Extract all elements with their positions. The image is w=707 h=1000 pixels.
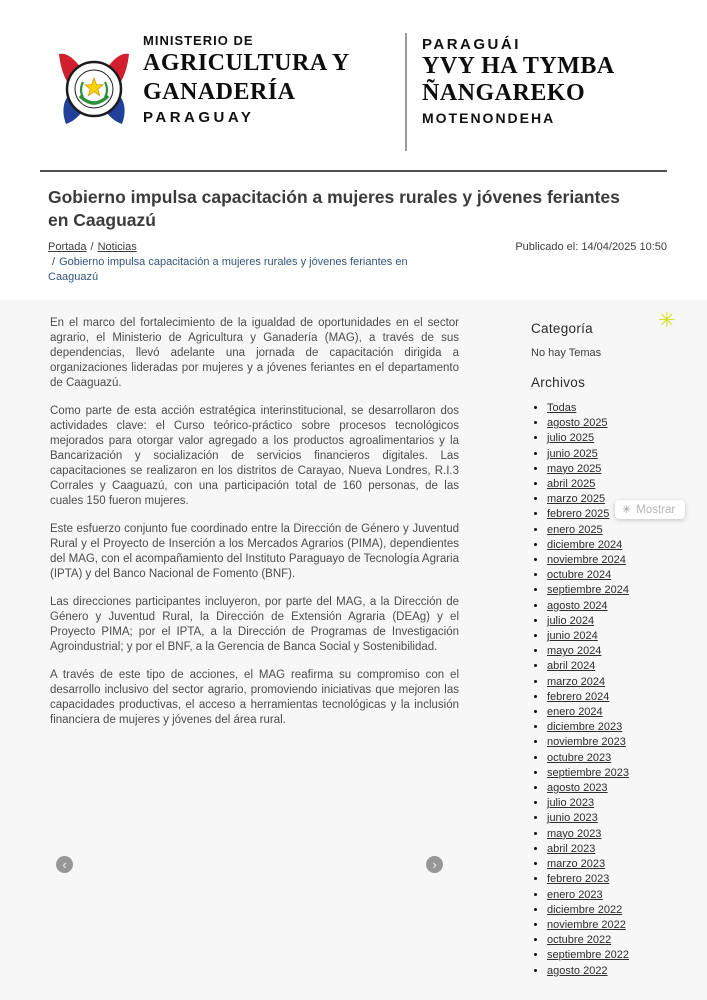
archive-link[interactable]: febrero 2024 (547, 690, 610, 703)
archive-item (547, 599, 691, 614)
archive-item (547, 857, 691, 872)
archive-link[interactable]: diciembre 2023 (547, 721, 623, 734)
archive-link[interactable]: febrero 2025 (547, 508, 610, 521)
article-paragraph: Las direcciones participantes incluyeron, por parte del MAG, a la Dirección de Género y Juventud Rural, la Dirección de Extensión Agraria (DEAg) y el Proyecto PIMA; por el IPTA, a la Dirección de Programas de Investigación Agroindustrial; y por el BNF, a la Gerencia de Banca Social y Sostenibilidad. (50, 596, 459, 653)
article-body (50, 303, 459, 728)
ministry-line-small-top: MINISTERIO DE (143, 33, 254, 48)
archive-link[interactable]: enero 2024 (547, 706, 603, 719)
breadcrumb-link-portada[interactable]: Portada (48, 241, 87, 253)
category-heading: Categoría (531, 321, 593, 336)
archive-item (547, 811, 691, 826)
archive-link[interactable]: septiembre 2024 (547, 584, 629, 597)
archive-link[interactable]: mayo 2023 (547, 827, 602, 840)
article-paragraph: Como parte de esta acción estratégica interinstitucional, se desarrollaron dos actividades clave: el Curso teórico-práctico sobre procesos tecnológicos mejorados para otorgar valor agregado a los productos agroalimentarios y la Bancarización y socialización de servicios financieros digitales. Las capacitaciones se realizaron en los distritos de Carayao, Nueva Londres, R.I.3 Corrales y Caaguazú, con una participación total de 160 personas, de las cuales 150 fueron mujeres. (50, 405, 459, 507)
archive-item (547, 933, 691, 948)
archive-item (547, 462, 691, 477)
article-paragraph: Este esfuerzo conjunto fue coordinado entre la Dirección de Género y Juventud Rural y el Proyecto de Inserción a los Mercados Agrarios (PIMA), dependientes del MAG, con el acompañamiento del Instituto Paraguayo de Tecnología Agraria (IPTA) y del Banco Nacional de Fomento (BNF). (50, 523, 459, 580)
archive-item (547, 903, 691, 918)
archive-item (547, 447, 691, 462)
archive-item (547, 614, 691, 629)
published-date: Publicado el: 14/04/2025 10:50 (515, 241, 667, 253)
archive-link[interactable]: enero 2025 (547, 523, 603, 536)
archive-item (547, 842, 691, 857)
guarani-line-big-2: ÑANGAREKO (422, 80, 586, 106)
archive-link[interactable]: julio 2025 (547, 432, 595, 445)
archive-item (547, 796, 691, 811)
archive-item (547, 827, 691, 842)
guarani-line-small-bottom: MOTENONDEHA (422, 110, 556, 126)
archive-link[interactable]: noviembre 2023 (547, 736, 626, 749)
tooltip-label: Mostrar (636, 503, 676, 516)
ministry-line-big-1: AGRICULTURA Y (143, 50, 350, 76)
breadcrumb-separator: / (90, 241, 94, 253)
archive-link[interactable]: marzo 2024 (547, 675, 606, 688)
guarani-line-small-top: PARAGUÁI (422, 36, 521, 53)
archive-link[interactable]: agosto 2025 (547, 417, 608, 430)
archive-link[interactable]: febrero 2023 (547, 873, 610, 886)
archive-link[interactable]: enero 2023 (547, 888, 603, 901)
archive-item (547, 918, 691, 933)
archive-link[interactable]: mayo 2024 (547, 645, 602, 658)
archive-item (547, 675, 691, 690)
archive-link[interactable]: agosto 2023 (547, 782, 608, 795)
mostrar-tooltip (615, 500, 685, 519)
archive-item (547, 735, 691, 750)
archive-link[interactable]: diciembre 2022 (547, 903, 623, 916)
archive-link[interactable]: diciembre 2024 (547, 538, 623, 551)
header-divider-rule (40, 170, 667, 172)
guarani-logo-text (422, 36, 615, 126)
archive-item (547, 690, 691, 705)
archive-link[interactable]: agosto 2024 (547, 599, 608, 612)
archive-item (547, 477, 691, 492)
archive-link[interactable]: agosto 2022 (547, 964, 608, 977)
archive-link[interactable]: noviembre 2022 (547, 918, 626, 931)
archive-link[interactable]: marzo 2025 (547, 493, 606, 506)
archive-link[interactable]: abril 2025 (547, 478, 596, 491)
breadcrumb-link-noticias[interactable]: Noticias (97, 241, 137, 253)
archive-item (547, 948, 691, 963)
archive-link[interactable]: mayo 2025 (547, 462, 602, 475)
breadcrumb-separator: / (52, 256, 56, 268)
archive-link[interactable]: junio 2023 (547, 812, 598, 825)
breadcrumb-current: Gobierno impulsa capacitación a mujeres rurales y jóvenes feriantes en Caaguazú (48, 256, 408, 283)
carousel-next-button[interactable]: › (426, 856, 443, 873)
carousel-prev-button[interactable]: ‹ (56, 856, 73, 873)
guarani-line-big-1: YVY HA TYMBA (422, 53, 615, 79)
archive-link[interactable]: junio 2024 (547, 630, 598, 643)
archive-item (547, 583, 691, 598)
ministry-line-small-bottom: PARAGUAY (143, 109, 255, 126)
archive-item (547, 629, 691, 644)
archive-link[interactable]: junio 2025 (547, 447, 598, 460)
page-title: Gobierno impulsa capacitación a mujeres rurales y jóvenes feriantes en Caaguazú (48, 187, 620, 230)
archive-item (547, 705, 691, 720)
ministry-line-big-2: GANADERÍA (143, 79, 296, 105)
archive-item (547, 751, 691, 766)
ministry-logo-text[interactable] (143, 33, 350, 126)
archive-item (547, 888, 691, 903)
archive-link[interactable]: Todas (547, 402, 577, 414)
article-paragraph: A través de este tipo de acciones, el MAG reafirma su compromiso con el desarrollo inclusivo del sector agrario, promoviendo iniciativas que mejoren las capacidades productivas, el acceso a herramientas tecnológicas y la inclusión financiera de mujeres y jóvenes del área rural. (50, 669, 459, 726)
archive-link[interactable]: julio 2023 (547, 797, 595, 810)
article-paragraph: En el marco del fortalecimiento de la igualdad de oportunidades en el sector agrario, el Ministerio de Agricultura y Ganadería (MAG), a través de sus dependencias, llevó adelante una jornada de capacitación dirigida a organizaciones lideradas por mujeres y a jóvenes feriantes en el departamento de Caaguazú. (50, 317, 459, 389)
archive-item (547, 659, 691, 674)
archive-link[interactable]: abril 2023 (547, 842, 596, 855)
archive-item (547, 568, 691, 583)
accessibility-widget-icon[interactable]: ✳ (658, 308, 676, 332)
archive-link[interactable]: noviembre 2024 (547, 554, 626, 567)
archive-link[interactable]: abril 2024 (547, 660, 596, 673)
archive-item (547, 964, 691, 979)
archive-item (547, 538, 691, 553)
archive-link[interactable]: julio 2024 (547, 614, 595, 627)
archive-link[interactable]: octubre 2024 (547, 569, 612, 582)
archive-item (547, 781, 691, 796)
archive-link[interactable]: octubre 2022 (547, 934, 612, 947)
archive-item (547, 523, 691, 538)
archive-link[interactable]: marzo 2023 (547, 858, 606, 871)
sidebar (531, 321, 691, 979)
archive-link[interactable]: septiembre 2022 (547, 949, 629, 962)
archive-item (547, 872, 691, 887)
archive-item (547, 720, 691, 735)
archive-item (547, 644, 691, 659)
paraguay-coat-of-arms-icon[interactable] (56, 38, 132, 138)
loading-spinner-icon: ✳ (622, 503, 632, 516)
archive-list (531, 401, 691, 979)
logo-divider (405, 33, 407, 151)
archive-link[interactable]: septiembre 2023 (547, 766, 629, 779)
archive-item (547, 431, 691, 446)
archive-item (547, 401, 691, 416)
archive-link[interactable]: octubre 2023 (547, 751, 612, 764)
breadcrumb (48, 240, 448, 285)
archives-heading: Archivos (531, 375, 586, 390)
breadcrumb-current-line (48, 255, 448, 285)
archive-item (547, 553, 691, 568)
archive-item (547, 416, 691, 431)
category-empty-text: No hay Temas (531, 347, 602, 359)
archive-item (547, 766, 691, 781)
